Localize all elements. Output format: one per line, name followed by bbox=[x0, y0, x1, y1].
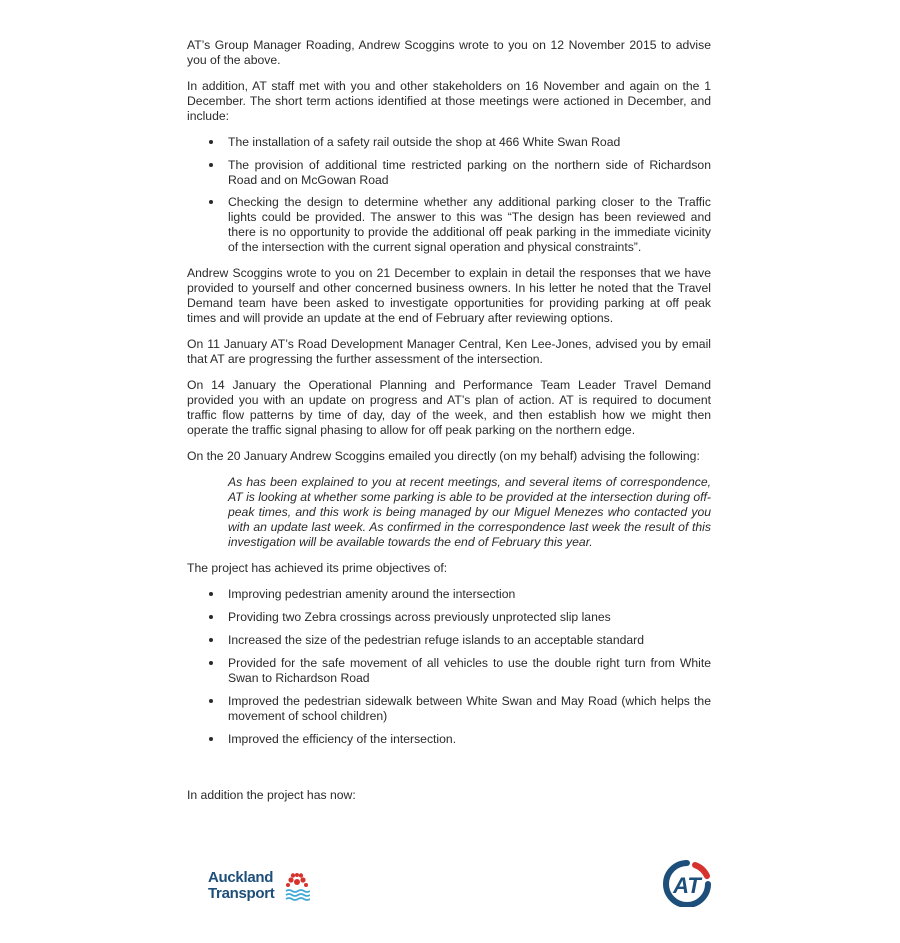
paragraph-intro: AT’s Group Manager Roading, Andrew Scoggins wrote to you on 12 November 2015 to advise you of the above. bbox=[187, 38, 711, 67]
list-item: Improved the pedestrian sidewalk between White Swan and May Road (which helps the movement of school children) bbox=[228, 694, 711, 723]
objectives-list bbox=[187, 587, 711, 747]
list-item: Improved the efficiency of the intersection. bbox=[228, 732, 711, 747]
actions-list bbox=[187, 135, 711, 255]
pohutukawa-flower-icon bbox=[284, 872, 310, 902]
paragraph-in-addition: In addition the project has now: bbox=[187, 788, 356, 802]
at-roundel-logo bbox=[660, 859, 714, 907]
logo-line-auckland: Auckland bbox=[208, 869, 274, 886]
quoted-email: As has been explained to you at recent meetings, and several items of correspondence, AT is looking at whether some parking is able to be provided at the intersection during off-peak times, and this work is being managed by our Miguel Menezes who contacted you with an update last week. As confirmed in the correspondence last week the result of this investigation will be available towards the end of February this year. bbox=[228, 475, 711, 549]
logo-wordmark bbox=[208, 870, 274, 902]
paragraph-december-letter: Andrew Scoggins wrote to you on 21 December to explain in detail the responses that we have provided to yourself and other concerned business owners. In his letter he noted that the Travel Demand team have been asked to investigate opportunities for providing parking at off peak times and will provide an update at the end of February after reviewing options. bbox=[187, 266, 711, 325]
at-logo-text: AT bbox=[673, 873, 701, 898]
paragraph-meetings: In addition, AT staff met with you and other stakeholders on 16 November and again on the 1 December. The short term actions identified at those meetings were actioned in December, and include: bbox=[187, 79, 711, 123]
paragraph-january-11: On 11 January AT’s Road Development Manager Central, Ken Lee-Jones, advised you by email that AT are progressing the further assessment of the intersection. bbox=[187, 337, 711, 366]
letter-body bbox=[187, 38, 711, 814]
paragraph-objectives-intro: The project has achieved its prime objectives of: bbox=[187, 561, 448, 575]
list-item: Checking the design to determine whether any additional parking closer to the Traffic lights could be provided. The answer to this was “The design has been reviewed and there is no opportunity to provide the additional off peak parking in the immediate vicinity of the intersection with the current signal operation and physical constraints”. bbox=[228, 195, 711, 254]
list-item: Provided for the safe movement of all vehicles to use the double right turn from White Swan to Richardson Road bbox=[228, 656, 711, 685]
auckland-transport-logo bbox=[208, 870, 318, 906]
list-item: Providing two Zebra crossings across previously unprotected slip lanes bbox=[228, 610, 711, 625]
paragraph-january-14: On 14 January the Operational Planning and Performance Team Leader Travel Demand provided you with an update on progress and AT’s plan of action. AT is required to document traffic flow patterns by time of day, day of the week, and then establish how we might then operate the traffic signal phasing to allow for off peak parking on the northern edge. bbox=[187, 378, 711, 437]
logo-line-transport: Transport bbox=[208, 885, 275, 902]
list-item: Improving pedestrian amenity around the intersection bbox=[228, 587, 711, 602]
list-item: The installation of a safety rail outside the shop at 466 White Swan Road bbox=[228, 135, 711, 150]
list-item: The provision of additional time restricted parking on the northern side of Richardson Road and on McGowan Road bbox=[228, 157, 711, 187]
spacer bbox=[187, 758, 711, 788]
list-item: Increased the size of the pedestrian refuge islands to an acceptable standard bbox=[228, 633, 711, 648]
paragraph-january-20: On the 20 January Andrew Scoggins emailed you directly (on my behalf) advising the following: bbox=[187, 449, 700, 463]
